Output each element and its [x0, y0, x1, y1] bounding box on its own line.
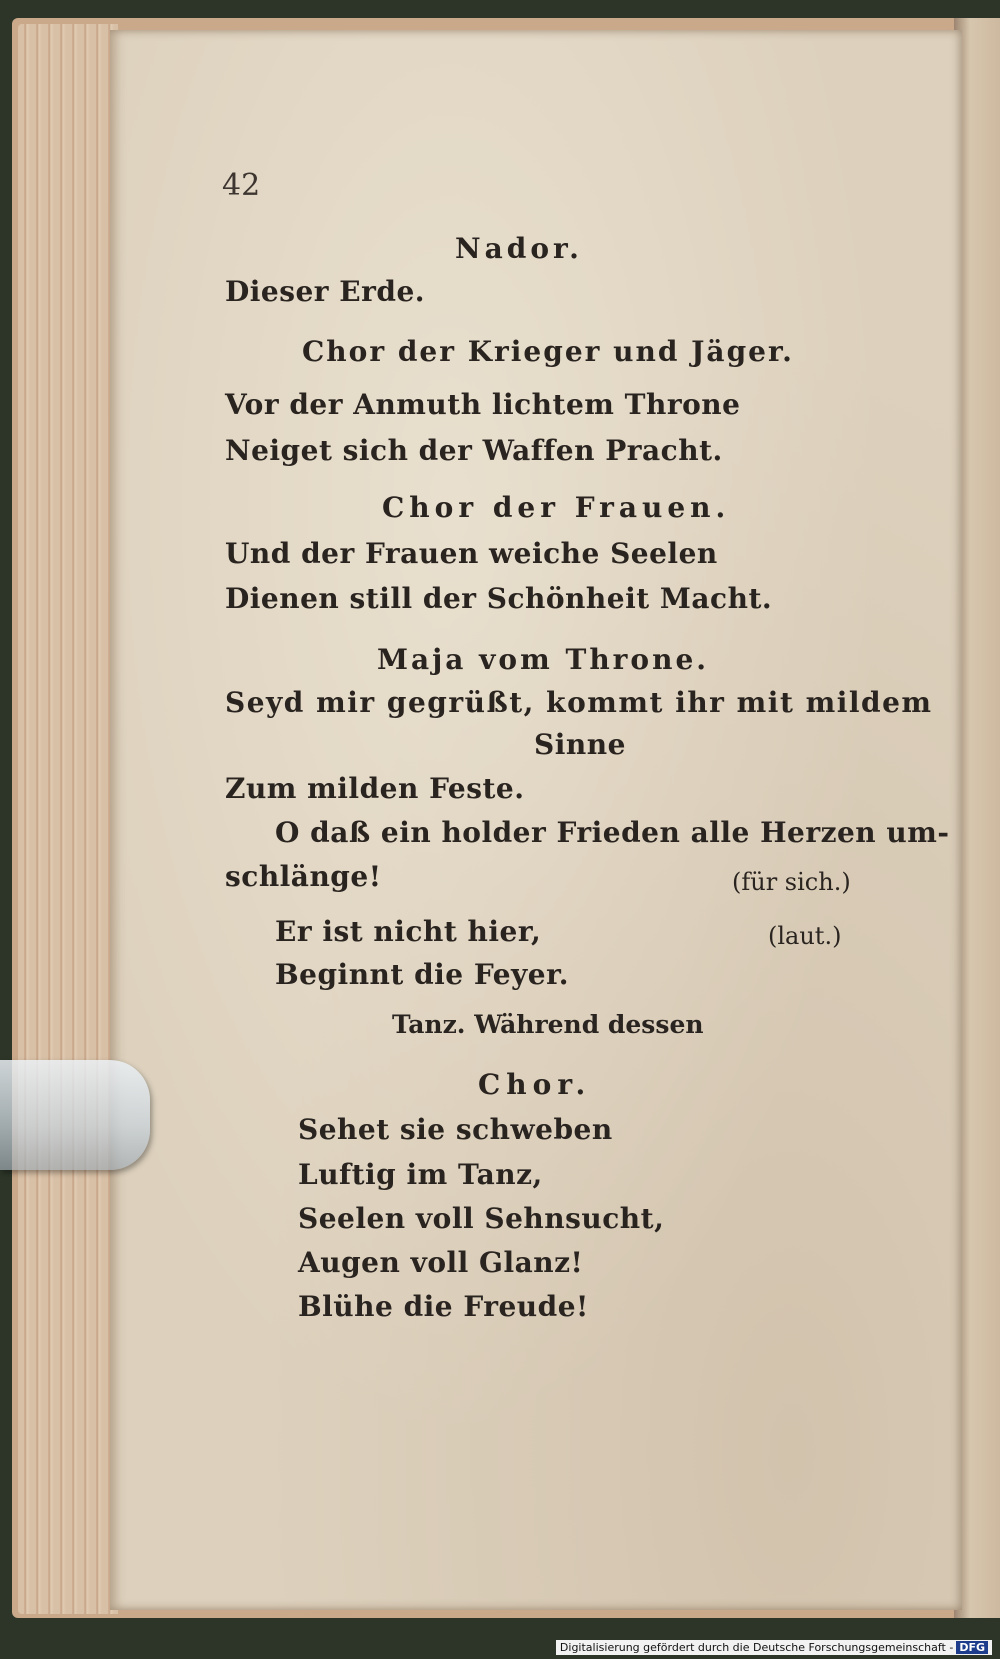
text-line: Vor der Anmuth lichtem Throne: [225, 388, 741, 421]
text-line: Dienen still der Schönheit Macht.: [225, 582, 773, 615]
text-line: Blühe die Freude!: [298, 1290, 589, 1323]
speaker-chor: Chor.: [478, 1068, 592, 1101]
text-line: Und der Frauen weiche Seelen: [225, 537, 718, 570]
speaker-nador: Nador.: [455, 232, 583, 265]
text-line: Dieser Erde.: [225, 275, 426, 308]
page-number: 42: [222, 168, 261, 203]
credit-text: Digitalisierung gefördert durch die Deutsche Forschungsgemeinschaft -: [559, 1641, 954, 1654]
text-line: Er ist nicht hier,: [275, 915, 542, 948]
text-line: Augen voll Glanz!: [298, 1246, 584, 1279]
text-line: Sinne: [534, 728, 626, 761]
text-line: Seyd mir gegrüßt, kommt ihr mit mildem: [225, 686, 933, 719]
plastic-page-clip: [0, 1060, 150, 1170]
digitization-credit: [556, 1640, 992, 1655]
speaker-chor-krieger: Chor der Krieger und Jäger.: [302, 335, 794, 368]
text-line: Beginnt die Feyer.: [275, 958, 570, 991]
dfg-logo: DFG: [956, 1641, 988, 1654]
speaker-maja: Maja vom Throne.: [377, 643, 710, 676]
stage-aside: (laut.): [768, 922, 842, 950]
text-line: Seelen voll Sehnsucht,: [298, 1202, 665, 1235]
text-line: schlänge!: [225, 860, 382, 893]
page-edges: [18, 24, 118, 1614]
text-line: Zum milden Feste.: [225, 772, 525, 805]
text-line: Sehet sie schweben: [298, 1113, 613, 1146]
stage-direction: Tanz. Während dessen: [392, 1010, 704, 1039]
stage-aside: (für sich.): [732, 868, 851, 896]
speaker-chor-frauen: Chor der Frauen.: [382, 491, 731, 524]
text-line: Luftig im Tanz,: [298, 1158, 543, 1191]
text-line: O daß ein holder Frieden alle Herzen um-: [275, 816, 950, 849]
text-line: Neiget sich der Waffen Pracht.: [225, 434, 723, 467]
